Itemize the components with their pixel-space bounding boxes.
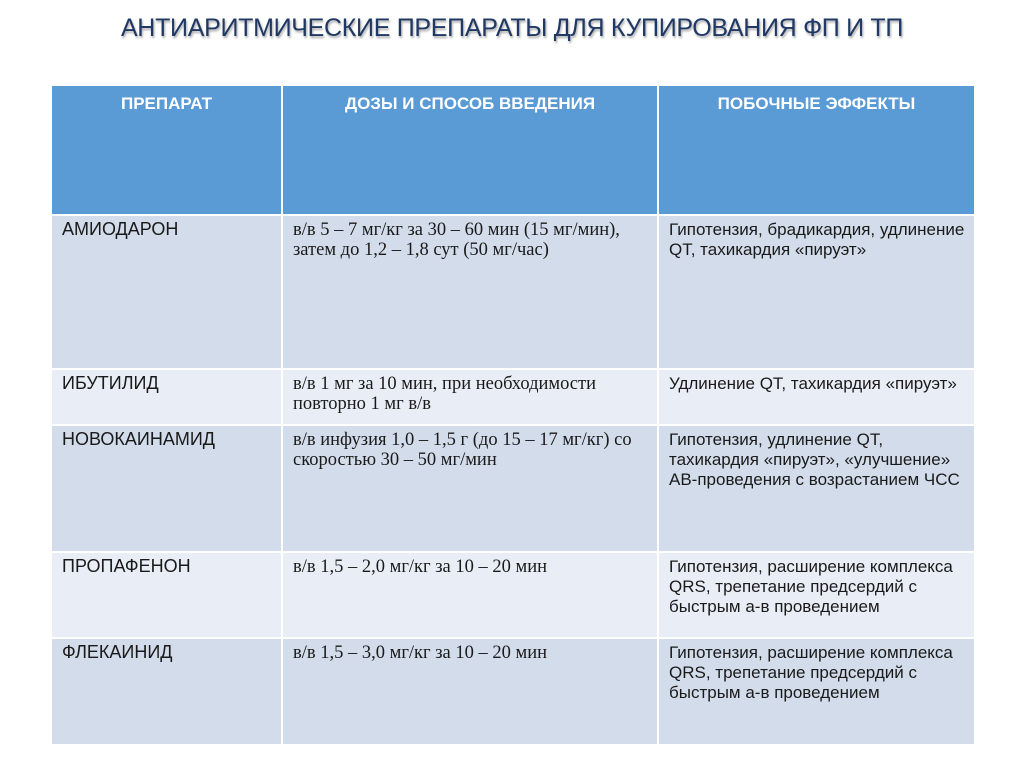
drug-table: [50, 84, 976, 746]
drug-dose: в/в 5 – 7 мг/кг за 30 – 60 мин (15 мг/мин), затем до 1,2 – 1,8 сут (50 мг/час): [282, 215, 658, 369]
drug-side-effects: Удлинение QT, тахикардия «пируэт»: [658, 369, 975, 425]
slide-title: АНТИАРИТМИЧЕСКИЕ ПРЕПАРАТЫ ДЛЯ КУПИРОВАНИЯ ФП И ТП: [120, 14, 904, 42]
drug-name: ИБУТИЛИД: [51, 369, 282, 425]
header-effects: ПОБОЧНЫЕ ЭФФЕКТЫ: [658, 85, 975, 215]
drug-dose: в/в 1 мг за 10 мин, при необходимости повторно 1 мг в/в: [282, 369, 658, 425]
drug-dose: в/в 1,5 – 2,0 мг/кг за 10 – 20 мин: [282, 552, 658, 638]
drug-name: НОВОКАИНАМИД: [51, 425, 282, 552]
drug-dose: в/в 1,5 – 3,0 мг/кг за 10 – 20 мин: [282, 638, 658, 745]
table-row: [51, 638, 975, 745]
header-drug: ПРЕПАРАТ: [51, 85, 282, 215]
drug-side-effects: Гипотензия, брадикардия, удлинение QT, тахикардия «пируэт»: [658, 215, 975, 369]
table-row: [51, 215, 975, 369]
drug-dose: в/в инфузия 1,0 – 1,5 г (до 15 – 17 мг/кг) со скоростью 30 – 50 мг/мин: [282, 425, 658, 552]
drug-name: ФЛЕКАИНИД: [51, 638, 282, 745]
drug-side-effects: Гипотензия, удлинение QT, тахикардия «пируэт», «улучшение» АВ-проведения с возрастанием ЧСС: [658, 425, 975, 552]
table-header-row: [51, 85, 975, 215]
drug-name: АМИОДАРОН: [51, 215, 282, 369]
drug-name: ПРОПАФЕНОН: [51, 552, 282, 638]
table-row: [51, 552, 975, 638]
table-row: [51, 425, 975, 552]
drug-side-effects: Гипотензия, расширение комплекса QRS, трепетание предсердий с быстрым а-в проведением: [658, 638, 975, 745]
header-dose: ДОЗЫ И СПОСОБ ВВЕДЕНИЯ: [282, 85, 658, 215]
drug-side-effects: Гипотензия, расширение комплекса QRS, трепетание предсердий с быстрым а-в проведением: [658, 552, 975, 638]
table-row: [51, 369, 975, 425]
